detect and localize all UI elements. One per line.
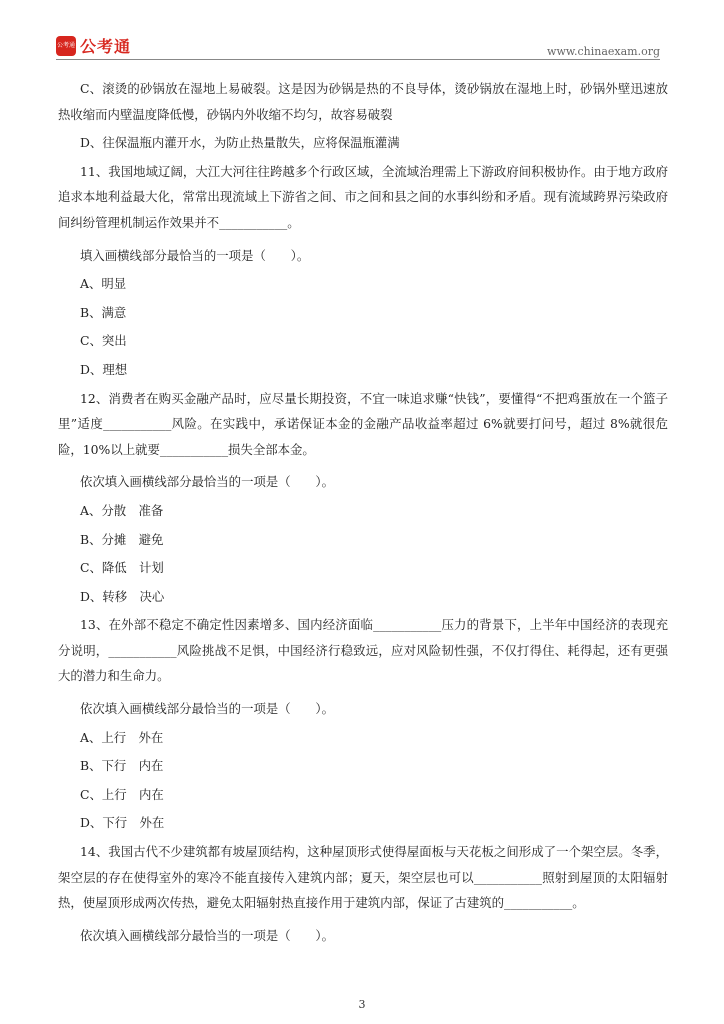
option-text: C、上行 内在: [80, 786, 164, 802]
question-text: 14、我国古代不少建筑都有坡屋顶结构，这种屋顶形式使得屋面板与天花板之间形成了一个架空层。冬季，架空层的存在使得室外的寒冷不能直接传入建筑内部；夏天，架空层也可以___________照射到屋顶的太阳辐射热，使屋顶形成两次传热，避免太阳辐射热直接作用于建筑内部，保证了古建筑的___________。: [58, 844, 668, 911]
logo: [56, 34, 131, 57]
question-prompt: 依次填入画横线部分最恰当的一项是（ ）。: [80, 474, 335, 490]
question-text: 11、我国地域辽阔，大江大河往往跨越多个行政区域，全流域治理需上下游政府间积极协作。由于地方政府追求本地利益最大化，常常出现流域上下游省之间、市之间和县之间的水事纠纷和矛盾。现有流域跨界污染政府间纠纷管理机制运作效果并不___________。: [58, 163, 668, 230]
option-text: A、明显: [80, 276, 127, 292]
logo-text: 公考通: [80, 37, 132, 56]
option-text: B、分摊 避免: [80, 531, 164, 547]
site-url: www.chinaexam.org: [547, 45, 660, 58]
question-prompt: 填入画横线部分最恰当的一项是（ ）。: [80, 247, 310, 263]
option-text: A、分散 准备: [80, 502, 164, 518]
option-text: C、突出: [80, 333, 127, 349]
document-body: [58, 76, 668, 948]
question-prompt: 依次填入画横线部分最恰当的一项是（ ）。: [80, 701, 335, 717]
option-text: B、下行 内在: [80, 758, 164, 774]
option-text: D、下行 外在: [80, 815, 165, 831]
question-text: 12、消费者在购买金融产品时，应尽量长期投资，不宜一味追求赚“快钱”，要懂得“不把鸡蛋放在一个篮子里”适度___________风险。在实践中，承诺保证本金的金融产品收益率超过 6%就要打问号，超过 8%就很危险，10%以上就要___________损失全部本金。: [58, 390, 668, 457]
page-number: 3: [358, 998, 366, 1011]
page-header: [0, 0, 724, 62]
option-text: C、降低 计划: [80, 560, 164, 576]
option-text: D、往保温瓶内灌开水，为防止热量散失，应将保温瓶灌满: [80, 135, 400, 151]
question-text: 13、在外部不稳定不确定性因素增多、国内经济面临___________压力的背景下，上半年中国经济的表现充分说明，___________风险挑战不足惧，中国经济行稳致远，应对风险韧性强，不仅打得住、耗得起，还有更强大的潜力和生命力。: [58, 617, 668, 684]
option-text: C、滚烫的砂锅放在湿地上易破裂。这是因为砂锅是热的不良导体，烫砂锅放在湿地上时，砂锅外壁迅速放热收缩而内壁温度降低慢，砂锅内外收缩不均匀，故容易破裂: [58, 81, 668, 122]
header-divider: [56, 59, 660, 60]
logo-badge-icon: 公考通: [56, 36, 76, 56]
option-text: A、上行 外在: [80, 729, 164, 745]
option-text: B、满意: [80, 304, 127, 320]
question-prompt: 依次填入画横线部分最恰当的一项是（ ）。: [80, 927, 335, 943]
option-text: D、理想: [80, 361, 128, 377]
option-text: D、转移 决心: [80, 588, 165, 604]
